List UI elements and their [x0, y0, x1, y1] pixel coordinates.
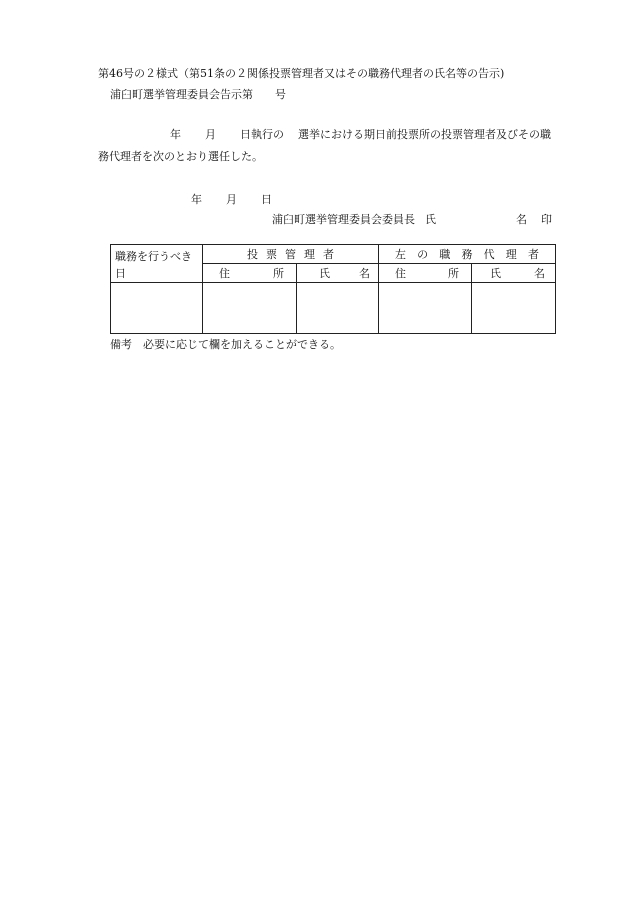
remarks: 備考 必要に応じて欄を加えることができる。: [110, 338, 341, 351]
table-header-row-1: [111, 245, 556, 264]
paragraph-text-1: 選挙における期日前投票所の投票管理者及びその職: [298, 128, 551, 141]
manager-address-header: 住 所: [203, 264, 297, 283]
deputy-name-cell: [472, 283, 556, 334]
notice-number: 浦臼町選挙管理委員会告示第 号: [110, 88, 286, 101]
signatory-name-right: 名: [516, 213, 527, 226]
deputy-group-header: 左 の 職 務 代 理 者: [379, 245, 556, 264]
manager-name-header: 氏 名: [297, 264, 379, 283]
table-row: [111, 283, 556, 334]
signatory-line: [272, 214, 552, 225]
duty-day-header: 職務を行うべき日: [111, 245, 203, 283]
duty-day-cell: [111, 283, 203, 334]
deputy-name-header: 氏 名: [472, 264, 556, 283]
date-year: 年: [191, 193, 202, 206]
paragraph-month: 月: [205, 128, 216, 141]
paragraph-line-2: 務代理者を次のとおり選任した。: [98, 150, 263, 163]
deputy-address-cell: [379, 283, 472, 334]
manager-address-cell: [203, 283, 297, 334]
appointment-table: [110, 244, 556, 334]
form-title: 第46号の２様式（第51条の２関係投票管理者又はその職務代理者の氏名等の告示): [98, 67, 505, 80]
date-line: [191, 194, 272, 205]
date-day: 日: [261, 193, 272, 206]
manager-name-cell: [297, 283, 379, 334]
paragraph-year: 年: [170, 128, 181, 141]
deputy-address-header: 住 所: [379, 264, 472, 283]
seal-mark: 印: [541, 213, 552, 226]
signatory-name-left: 氏: [425, 213, 436, 226]
paragraph-day-held: 日執行の: [240, 128, 284, 141]
signatory-title: 浦臼町選挙管理委員会委員長: [272, 213, 415, 226]
manager-group-header: 投 票 管 理 者: [203, 245, 379, 264]
date-month: 月: [226, 193, 237, 206]
paragraph-line-1: [110, 129, 551, 140]
